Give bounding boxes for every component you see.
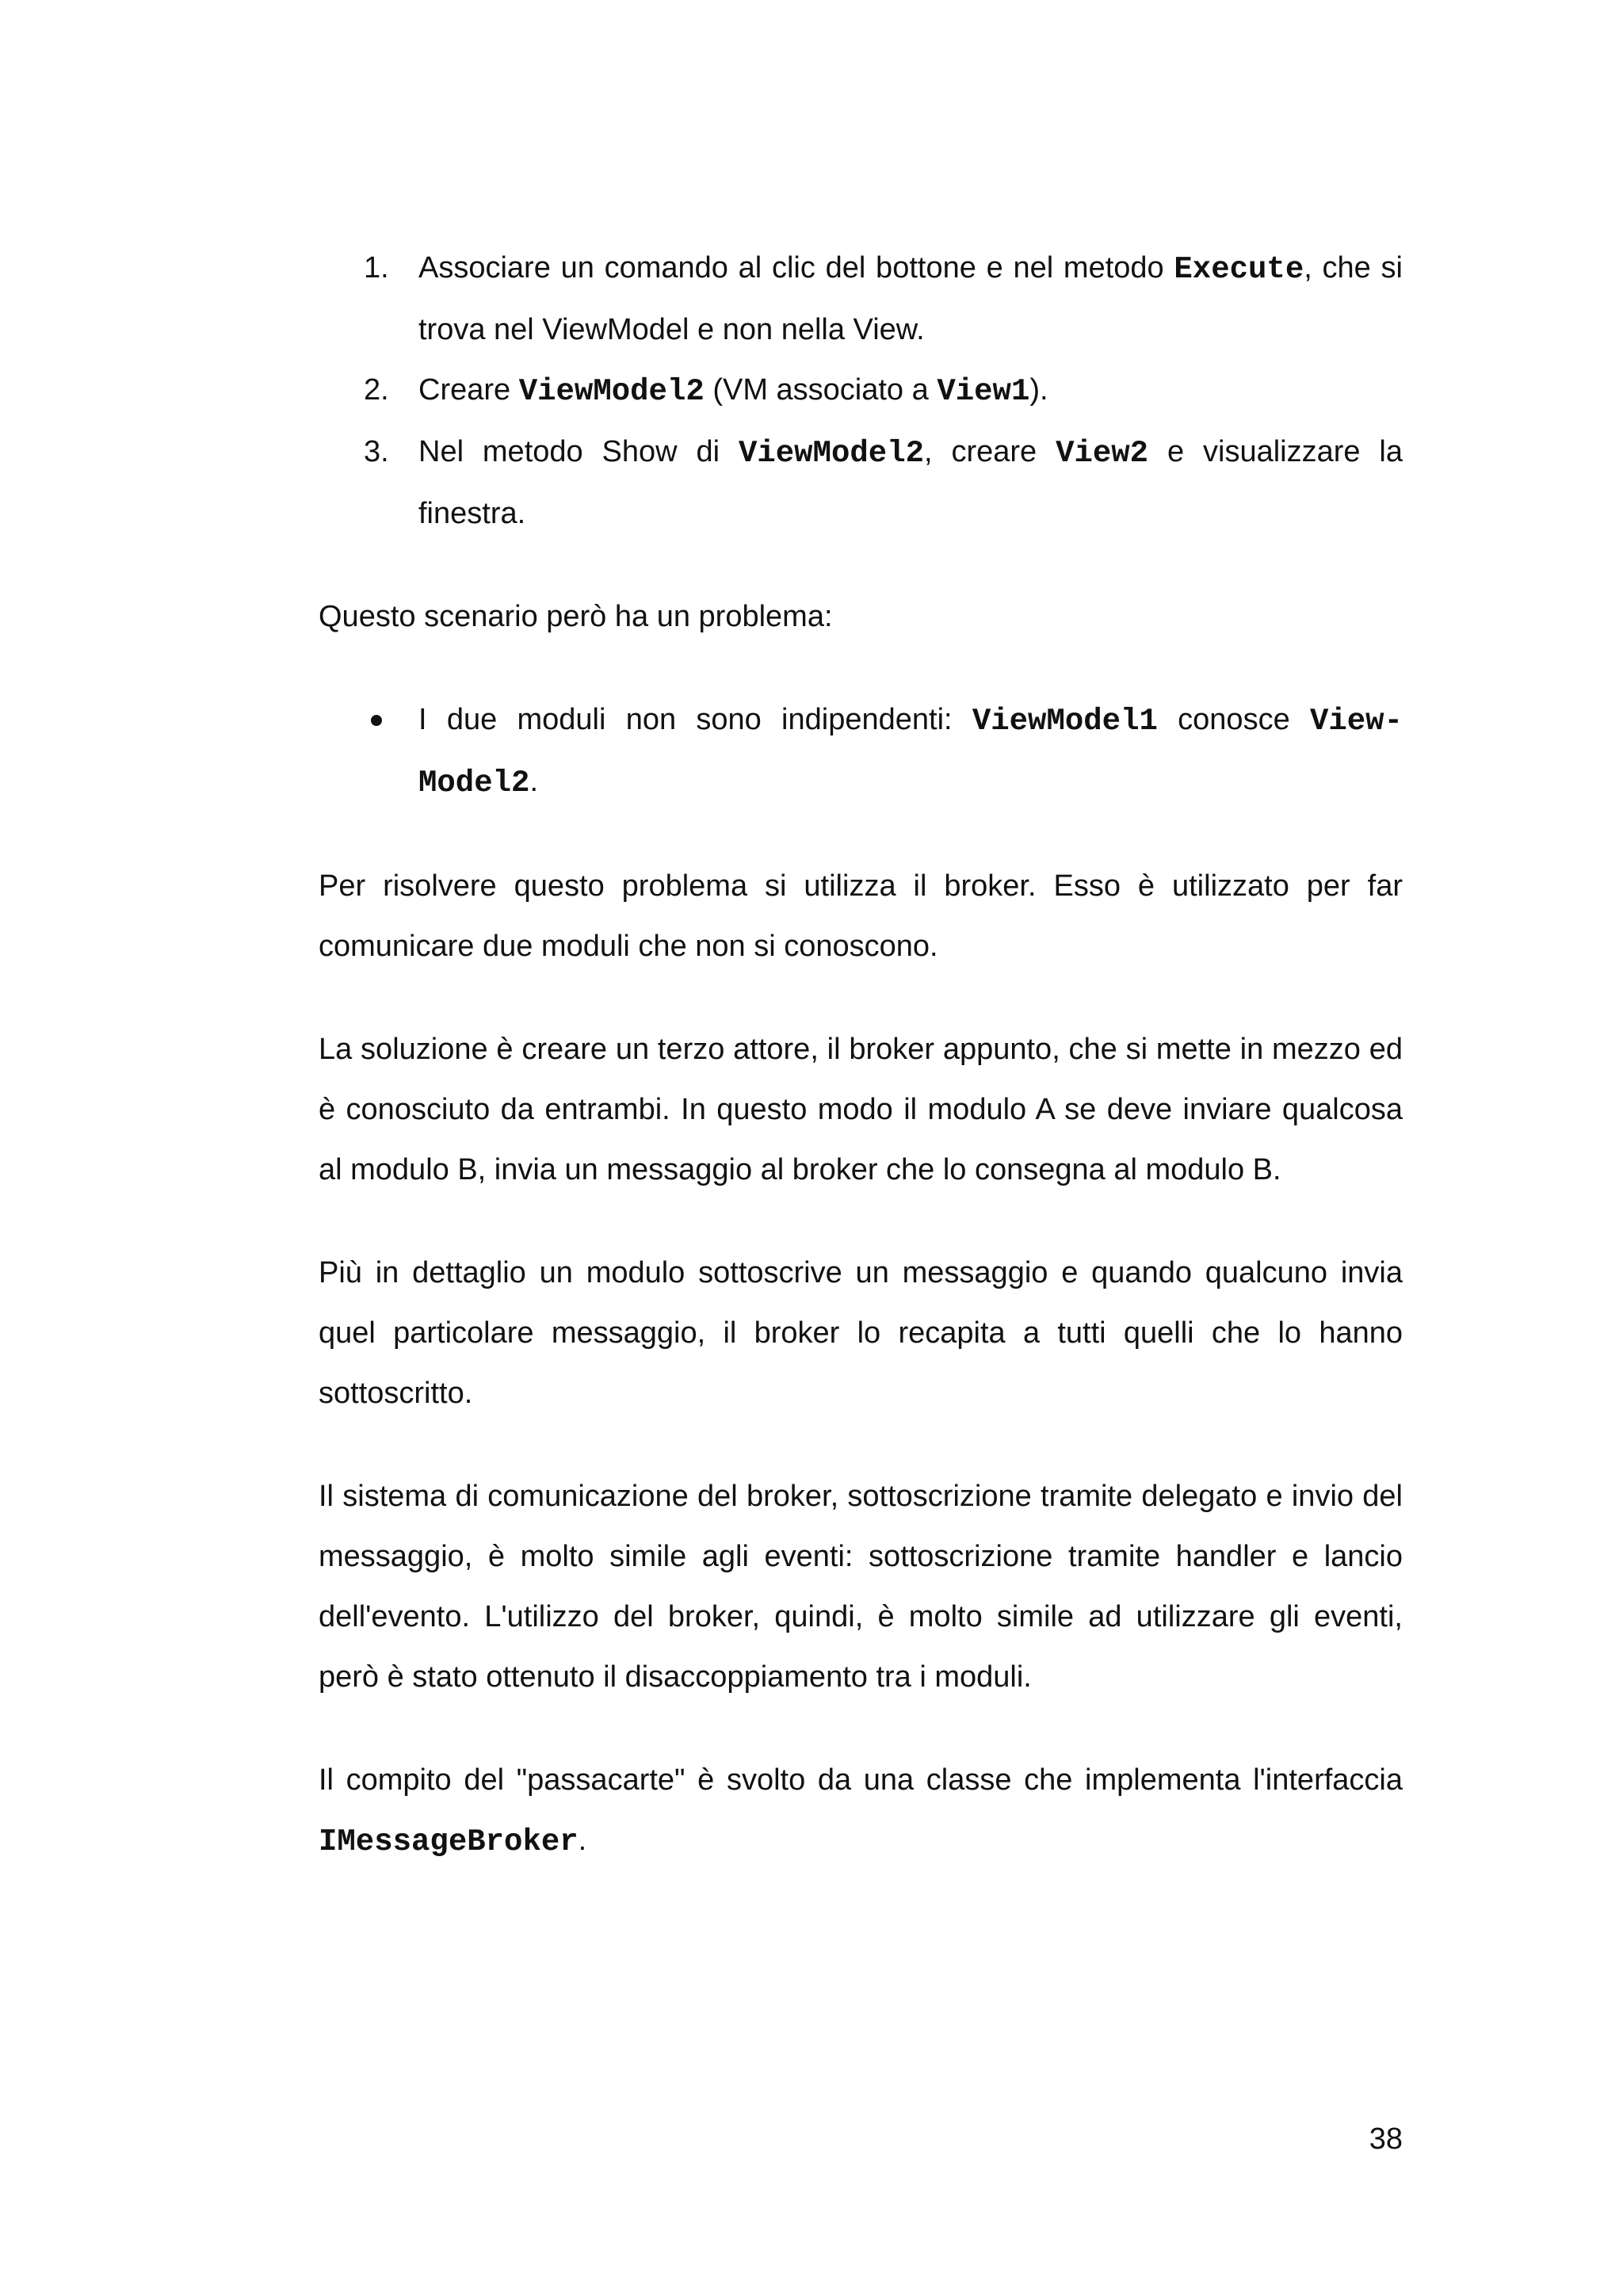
paragraph: Più in dettaglio un modulo sottoscrive un messaggio e quando qualcuno invia quel particolare messaggio, il broker lo recapita a tutti quelli che lo hanno sottoscritto. [319, 1256, 1403, 1410]
spacer [319, 976, 1403, 1019]
text-run: . [529, 765, 538, 798]
code-term: Execute [1174, 252, 1304, 287]
paragraph: Per risolvere questo problema si utilizza il broker. Esso è utilizzato per far comunicare due moduli che non si conoscono. [319, 869, 1403, 963]
bullet-dot-icon [371, 715, 382, 726]
text-run: I due moduli non sono indipendenti: [418, 703, 972, 736]
spacer [319, 1707, 1403, 1750]
list-item [319, 238, 1403, 360]
code-term: IMessageBroker [319, 1824, 579, 1859]
code-term: ViewModel2 [518, 374, 705, 409]
spacer [319, 1423, 1403, 1466]
list-number: 2. [364, 373, 389, 407]
code-term: View1 [937, 374, 1030, 409]
list-number: 3. [364, 435, 389, 468]
paragraph: La soluzione è creare un terzo attore, il broker appunto, che si mette in mezzo ed è conosciuto da entrambi. In questo modo il modulo A se deve inviare qualcosa al modulo B, invia un messaggio al broker che lo consegna al modulo B. [319, 1033, 1403, 1186]
spacer [319, 544, 1403, 586]
code-term: ViewModel2 [738, 436, 925, 471]
problem-intro: Questo scenario però ha un problema: [319, 600, 833, 633]
text-run: , che si trova nel ViewModel e non nella View. [418, 251, 1403, 346]
text-run: Associare un comando al clic del bottone e nel metodo [418, 251, 1174, 285]
text-run: Il compito del "passacarte" è svolto da una classe che implementa l'interfaccia [319, 1763, 1403, 1797]
code-term: View2 [1056, 436, 1149, 471]
text-run: . [578, 1824, 587, 1857]
list-item [319, 422, 1403, 544]
text-run: Nel metodo Show di [418, 435, 739, 468]
text-run: (VM associato a [704, 373, 938, 407]
bullet-list [319, 690, 1403, 813]
list-number: 1. [364, 251, 389, 285]
code-term: View-Model2 [418, 704, 1403, 800]
paragraph-last [319, 1750, 1403, 1872]
text-run: e visualizzare la finestra. [418, 435, 1403, 530]
spacer [319, 1200, 1403, 1243]
page-number: 38 [1369, 2122, 1403, 2156]
bullet-item [319, 690, 1403, 813]
text-run: , creare [924, 435, 1056, 468]
page-content [319, 238, 1403, 1872]
text-run: conosce [1157, 703, 1310, 736]
list-item [319, 360, 1403, 422]
paragraph: Il sistema di comunicazione del broker, sottoscrizione tramite delegato e invio del messaggio, è molto simile agli eventi: sottoscrizione tramite handler e lancio dell'evento. L'utilizzo del broker, quindi, è molto simile ad utilizzare gli eventi, però è stato ottenuto il disaccoppiamento tra i moduli. [319, 1480, 1403, 1694]
code-term: ViewModel1 [972, 704, 1158, 739]
spacer [319, 813, 1403, 856]
spacer [319, 647, 1403, 690]
text-run: ). [1029, 373, 1048, 407]
text-run: Creare [418, 373, 519, 407]
numbered-list [319, 238, 1403, 544]
